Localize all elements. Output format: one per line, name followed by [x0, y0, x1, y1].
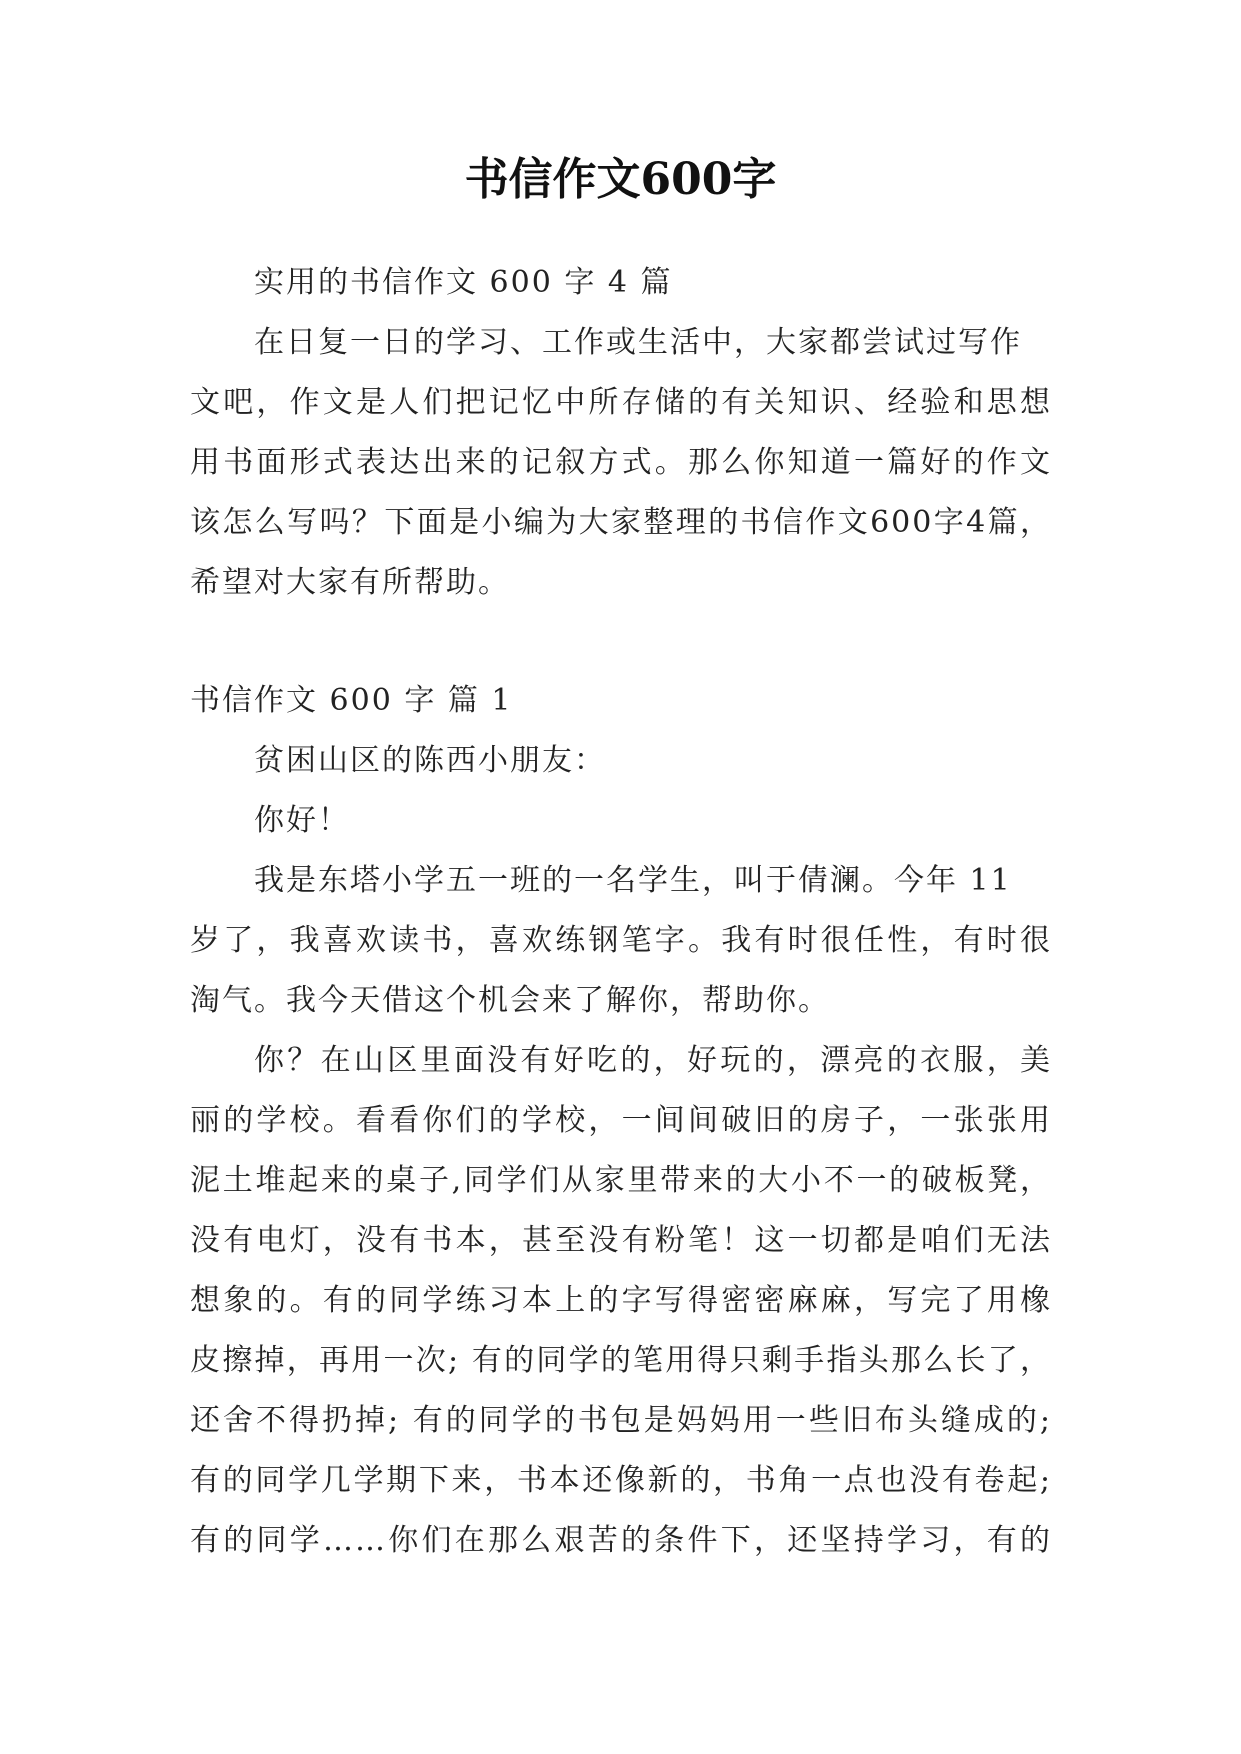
section-heading: 书信作文 600 字 篇 1: [190, 683, 513, 718]
intro-line-5: 希望对大家有所帮助。: [190, 565, 510, 600]
paragraph-2-line-5: 想象的。有的同学练习本上的字写得密密麻麻，写完了用橡: [190, 1283, 1052, 1318]
paragraph-1-line-1: 我是东塔小学五一班的一名学生，叫于倩澜。今年 11: [254, 863, 1012, 898]
intro-line-2: 文吧，作文是人们把记忆中所存储的有关知识、经验和思想: [190, 385, 1052, 420]
intro-line-4: 该怎么写吗？下面是小编为大家整理的书信作文600字4篇，: [190, 505, 1052, 540]
paragraph-2-line-9: 有的同学……你们在那么艰苦的条件下，还坚持学习，有的: [190, 1523, 1052, 1558]
letter-greeting: 你好！: [254, 803, 350, 838]
paragraph-2-line-3: 泥土堆起来的桌子,同学们从家里带来的大小不一的破板凳，: [190, 1163, 1052, 1198]
paragraph-2-line-2: 丽的学校。看看你们的学校，一间间破旧的房子，一张张用: [190, 1103, 1052, 1138]
intro-heading: 实用的书信作文 600 字 4 篇: [254, 265, 673, 300]
paragraph-2-line-4: 没有电灯，没有书本，甚至没有粉笔！这一切都是咱们无法: [190, 1223, 1052, 1258]
paragraph-1-line-2: 岁了，我喜欢读书，喜欢练钢笔字。我有时很任性，有时很: [190, 923, 1052, 958]
paragraph-1-line-3: 淘气。我今天借这个机会来了解你，帮助你。: [190, 983, 830, 1018]
intro-line-1: 在日复一日的学习、工作或生活中，大家都尝试过写作: [254, 325, 1022, 360]
document-title: 书信作文600字: [464, 154, 777, 205]
paragraph-2-line-8: 有的同学几学期下来，书本还像新的，书角一点也没有卷起;: [190, 1463, 1052, 1498]
paragraph-2-line-6: 皮擦掉，再用一次; 有的同学的笔用得只剩手指头那么长了，: [190, 1343, 1052, 1378]
intro-line-3: 用书面形式表达出来的记叙方式。那么你知道一篇好的作文: [190, 445, 1052, 480]
paragraph-2-line-7: 还舍不得扔掉; 有的同学的书包是妈妈用一些旧布头缝成的;: [190, 1403, 1052, 1438]
letter-salutation: 贫困山区的陈西小朋友：: [254, 743, 606, 778]
paragraph-2-line-1: 你？在山区里面没有好吃的，好玩的，漂亮的衣服，美: [254, 1043, 1052, 1078]
